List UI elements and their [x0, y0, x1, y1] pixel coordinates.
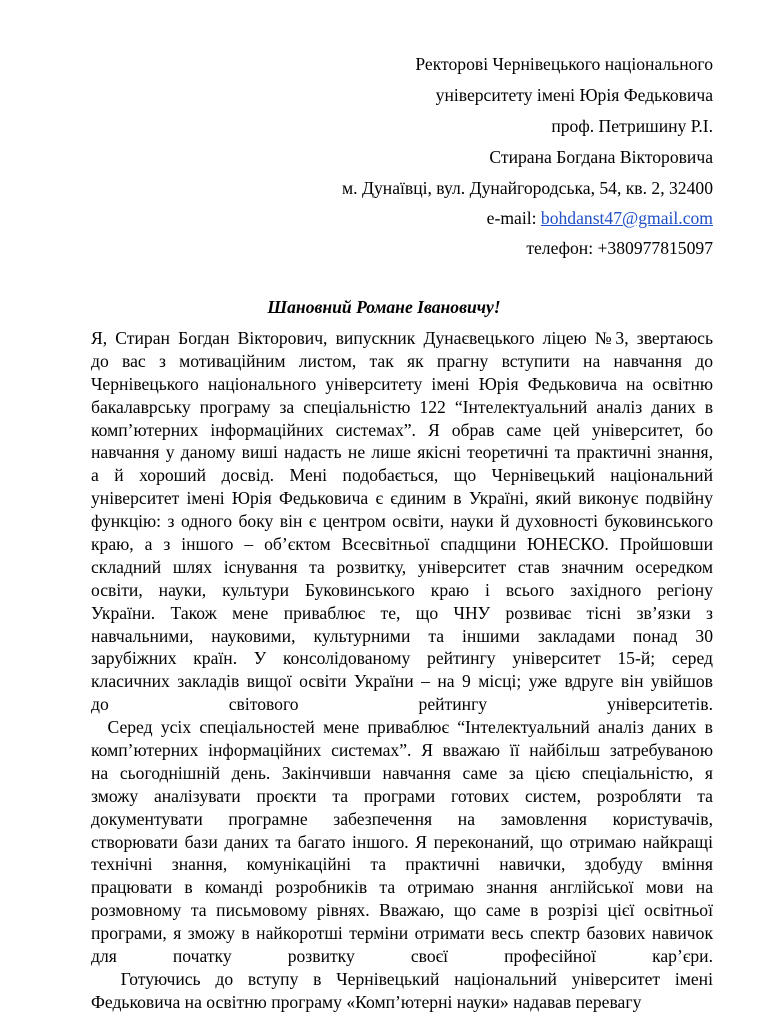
body-line: на сьогоднішній день. Закінчивши навчання саме за цією спеціальністю, я: [91, 762, 713, 783]
body-line: України. Також мене приваблює те, що ЧНУ розвиває тісні зв’язки з: [91, 602, 713, 623]
body-line: складний шлях існування та розвитку, університет став значним осередком: [91, 556, 713, 577]
letter-body: [91, 327, 713, 1014]
body-line: зможу аналізувати проєкти та програми готових систем, розробляти та: [91, 785, 713, 806]
body-line: Чернівецького національного університету імені Юрія Федьковича на освітню: [91, 373, 713, 394]
body-line: Серед усіх спеціальностей мене приваблює “Інтелектуальний аналіз даних в: [91, 717, 713, 738]
body-line: освіти, науки, культури Буковинського краю і всього західного регіону: [91, 579, 713, 600]
body-line: до світового рейтингу університетів.: [91, 694, 713, 715]
recipient-line-3: проф. Петришину Р.І.: [551, 116, 713, 136]
body-line: комп’ютерних інформаційних системах”. Я вважаю її найбільш затребуваною: [91, 740, 713, 761]
body-line: Федьковича на освітню програму «Комп’ютерні науки» надавав перевагу: [91, 991, 642, 1012]
recipient-line-2: університету імені Юрія Федьковича: [435, 85, 713, 105]
body-line: програми, я зможу в найкоротші терміни отримати весь спектр базових навичок: [91, 923, 713, 944]
email-label: e-mail:: [486, 208, 541, 228]
body-line: документувати програмне забезпечення на замовлення користувачів,: [91, 808, 713, 829]
body-line: Готуючись до вступу в Чернівецький національний університет імені: [91, 968, 713, 989]
body-line: університет імені Юрія Федьковича є єдиним в Україні, який виконує подвійну: [91, 488, 713, 509]
greeting: Шановний Романе Івановичу!: [267, 297, 501, 317]
body-line: розмовному та письмовому рівнях. Вважаю, що саме в розрізі цієї освітньої: [91, 900, 713, 921]
recipient-line-1: Ректорові Чернівецького національного: [415, 54, 713, 74]
sender-address: м. Дунаївці, вул. Дунайгородська, 54, кв. 2, 32400: [342, 178, 713, 198]
body-line: функцію: з одного боку він є центром освіти, науки й духовності буковинського: [91, 511, 713, 532]
body-line: працювати в команді розробників та отримаю знання англійської мови на: [91, 877, 713, 898]
sender-phone: телефон: +380977815097: [526, 238, 713, 258]
body-line: комп’ютерних інформаційних системах”. Я обрав саме цей університет, бо: [91, 419, 713, 440]
body-line: навчальними, науковими, культурними та іншими закладами понад 30: [91, 625, 713, 646]
email-link[interactable]: bohdanst47@gmail.com: [540, 208, 713, 228]
sender-email-line: [487, 208, 713, 228]
body-line: краю, а з іншого – об’єктом Всесвітньої спадщини ЮНЕСКО. Пройшовши: [91, 534, 713, 555]
body-line: створювати бази даних та багато іншого. Я переконаний, що отримаю найкращі: [91, 831, 713, 852]
body-line: до вас з мотиваційним листом, так як прагну вступити на навчання до: [91, 350, 713, 371]
body-line: для початку розвитку своєї професійної кар’єри.: [91, 946, 713, 967]
body-line: зарубіжних країн. У консолідованому рейтингу університет 15-й; серед: [91, 648, 713, 669]
body-line: бакалаврську програму за спеціальністю 122 “Інтелектуальний аналіз даних в: [91, 396, 713, 417]
body-line: технічні знання, комунікаційні та практичні навички, здобуду вміння: [91, 854, 713, 875]
body-line: а й хороший досвід. Мені подобається, що Чернівецький національний: [91, 465, 713, 486]
sender-name: Стирана Богдана Вікторовича: [489, 147, 713, 167]
body-line: Я, Стиран Богдан Вікторович, випускник Дунаєвецького ліцею №3, звертаюсь: [91, 328, 713, 348]
body-line: навчання у даному виші надасть не лише якісні теоретичні та практичні знання,: [91, 442, 713, 463]
body-line: класичних закладів вищої освіти України – на 9 місці; уже вдруге він увійшов: [91, 671, 713, 692]
